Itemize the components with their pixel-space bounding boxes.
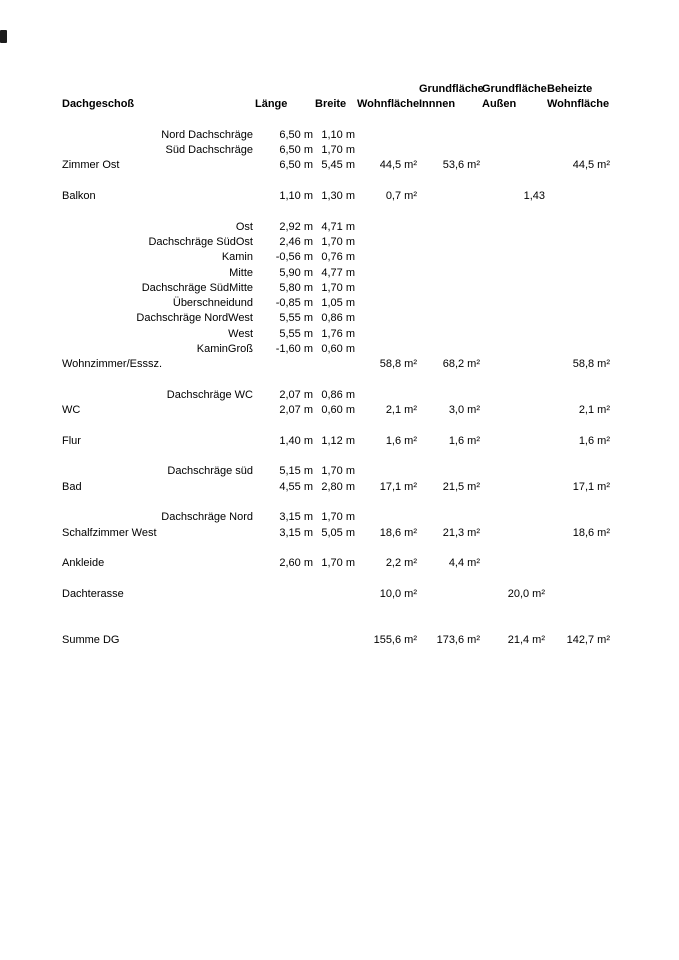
header-laenge-label: Länge xyxy=(255,98,288,111)
table-row xyxy=(62,633,610,648)
cell-beheizt: 2,1 m² xyxy=(578,404,610,417)
cell-wohnflaeche: 58,8 m² xyxy=(379,358,417,371)
cell-breite: 5,45 m xyxy=(321,159,355,172)
table-body xyxy=(62,128,610,648)
row-sublabel: West xyxy=(228,327,253,340)
cell-wohnflaeche: 0,7 m² xyxy=(385,190,417,203)
header-dachgeschoss xyxy=(62,97,253,112)
cell-wohnflaeche: 18,6 m² xyxy=(379,526,417,539)
cell-wohnflaeche: 17,1 m² xyxy=(379,480,417,493)
cell-gf-innen: 53,6 m² xyxy=(442,159,480,172)
cell-breite: 0,86 m xyxy=(321,388,355,401)
cell-gf-innen: 21,5 m² xyxy=(442,480,480,493)
table-row xyxy=(62,311,610,326)
cell-breite: 1,70 m xyxy=(321,511,355,524)
table-row xyxy=(62,587,610,602)
table-row xyxy=(62,434,610,449)
table-row xyxy=(62,357,610,372)
cell-laenge: 5,90 m xyxy=(279,266,313,279)
row-sublabel: Dachschräge SüdMitte xyxy=(141,281,253,294)
table-row xyxy=(62,296,610,311)
table-row xyxy=(62,143,610,158)
spacer-row xyxy=(62,419,610,434)
row-label: Bad xyxy=(62,480,82,493)
cell-wohnflaeche: 155,6 m² xyxy=(373,633,417,646)
cell-beheizt: 58,8 m² xyxy=(572,358,610,371)
spacer-row xyxy=(62,541,610,556)
row-label: Zimmer Ost xyxy=(62,159,120,172)
table-row xyxy=(62,403,610,418)
row-label: Summe DG xyxy=(62,633,120,646)
row-sublabel: Süd Dachschräge xyxy=(165,144,253,157)
cell-breite: 0,86 m xyxy=(321,312,355,325)
cell-wohnflaeche: 2,2 m² xyxy=(385,557,417,570)
header-grundflaeche-innen-line2: Innnen xyxy=(419,98,456,111)
cell-laenge: 5,55 m xyxy=(279,312,313,325)
cell-breite: 1,76 m xyxy=(321,327,355,340)
cell-laenge: 6,50 m xyxy=(279,128,313,141)
cell-wohnflaeche: 44,5 m² xyxy=(379,159,417,172)
cell-laenge: 6,50 m xyxy=(279,159,313,172)
row-label: Dachterasse xyxy=(62,587,124,600)
cell-gf-aussen: 1,43 xyxy=(523,190,545,203)
cell-breite: 1,70 m xyxy=(321,465,355,478)
cell-laenge: 2,07 m xyxy=(279,388,313,401)
table-row xyxy=(62,250,610,265)
spacer-row xyxy=(62,204,610,219)
cell-laenge: -0,85 m xyxy=(275,297,313,310)
spacer-row xyxy=(62,174,610,189)
cell-beheizt: 17,1 m² xyxy=(572,480,610,493)
row-label: Wohnzimmer/Esssz. xyxy=(62,358,163,371)
row-label: Schalfzimmer West xyxy=(62,526,157,539)
cell-gf-innen: 68,2 m² xyxy=(442,358,480,371)
cell-beheizt: 1,6 m² xyxy=(578,434,610,447)
cell-gf-innen: 1,6 m² xyxy=(448,434,480,447)
header-grundflaeche-innen-line1: Grundfläche xyxy=(419,83,484,95)
cell-breite: 1,30 m xyxy=(321,190,355,203)
spacer-row xyxy=(62,495,610,510)
row-label: Balkon xyxy=(62,190,96,203)
cell-breite: 1,70 m xyxy=(321,281,355,294)
cell-beheizt: 142,7 m² xyxy=(566,633,610,646)
cell-laenge: 2,07 m xyxy=(279,404,313,417)
cell-gf-innen: 4,4 m² xyxy=(448,557,480,570)
cell-gf-innen: 21,3 m² xyxy=(442,526,480,539)
row-sublabel: KaminGroß xyxy=(196,343,253,356)
cell-breite: 5,05 m xyxy=(321,526,355,539)
row-sublabel: Dachschräge WC xyxy=(166,388,253,401)
row-sublabel: Dachschräge NordWest xyxy=(136,312,253,325)
cell-breite: 4,77 m xyxy=(321,266,355,279)
cell-laenge: 6,50 m xyxy=(279,144,313,157)
cell-breite: 1,70 m xyxy=(321,144,355,157)
spacer-row xyxy=(62,113,610,128)
table-row xyxy=(62,342,610,357)
cell-gf-innen: 173,6 m² xyxy=(436,633,480,646)
cell-breite: 2,80 m xyxy=(321,480,355,493)
cell-gf-innen: 3,0 m² xyxy=(448,404,480,417)
table-row xyxy=(62,158,610,173)
table-row xyxy=(62,510,610,525)
header-beheizte-wohnflaeche xyxy=(545,82,610,113)
spacer-row xyxy=(62,572,610,587)
cell-laenge: -1,60 m xyxy=(275,343,313,356)
cell-laenge: 5,80 m xyxy=(279,281,313,294)
area-calculation-table xyxy=(62,82,610,648)
cell-beheizt: 44,5 m² xyxy=(572,159,610,172)
header-grundflaeche-aussen-line1: Grundfläche xyxy=(482,83,547,95)
table-row xyxy=(62,220,610,235)
row-label: WC xyxy=(62,404,81,417)
cell-breite: 1,10 m xyxy=(321,128,355,141)
cell-breite: 1,70 m xyxy=(321,557,355,570)
header-laenge xyxy=(253,97,313,112)
cell-laenge: 5,55 m xyxy=(279,327,313,340)
row-label: Ankleide xyxy=(62,557,105,570)
table-row xyxy=(62,556,610,571)
header-grundflaeche-aussen-line2: Außen xyxy=(482,98,517,111)
table-row xyxy=(62,388,610,403)
cell-breite: 4,71 m xyxy=(321,220,355,233)
header-grundflaeche-aussen xyxy=(480,82,545,113)
cell-laenge: 5,15 m xyxy=(279,465,313,478)
cell-laenge: 1,10 m xyxy=(279,190,313,203)
cell-laenge: 2,92 m xyxy=(279,220,313,233)
row-sublabel: Mitte xyxy=(229,266,253,279)
cell-breite: 0,60 m xyxy=(321,343,355,356)
cell-laenge: 3,15 m xyxy=(279,511,313,524)
spacer-row xyxy=(62,373,610,388)
header-beheizte-wohnflaeche-line2: Wohnfläche xyxy=(547,98,610,111)
table-row xyxy=(62,480,610,495)
cell-breite: 1,05 m xyxy=(321,297,355,310)
cell-breite: 1,70 m xyxy=(321,235,355,248)
header-breite-label: Breite xyxy=(315,98,347,111)
cell-wohnflaeche: 1,6 m² xyxy=(385,434,417,447)
row-sublabel: Dachschräge Nord xyxy=(161,511,253,524)
cell-wohnflaeche: 10,0 m² xyxy=(379,587,417,600)
table-row xyxy=(62,526,610,541)
table-row xyxy=(62,266,610,281)
table-row xyxy=(62,189,610,204)
row-sublabel: Kamin xyxy=(221,251,253,264)
table-row xyxy=(62,128,610,143)
row-sublabel: Dachschräge SüdOst xyxy=(148,235,253,248)
table-row xyxy=(62,464,610,479)
cell-laenge: 3,15 m xyxy=(279,526,313,539)
cell-gf-aussen: 21,4 m² xyxy=(507,633,545,646)
cell-laenge: 1,40 m xyxy=(279,434,313,447)
header-dachgeschoss-label: Dachgeschoß xyxy=(62,98,135,111)
spacer-row xyxy=(62,617,610,632)
cell-wohnflaeche: 2,1 m² xyxy=(385,404,417,417)
table-row xyxy=(62,281,610,296)
cell-laenge: -0,56 m xyxy=(275,251,313,264)
header-breite xyxy=(313,97,355,112)
row-sublabel: Überschneidund xyxy=(172,297,253,310)
cell-gf-aussen: 20,0 m² xyxy=(507,587,545,600)
row-sublabel: Nord Dachschräge xyxy=(161,128,253,141)
table-row xyxy=(62,235,610,250)
cell-beheizt: 18,6 m² xyxy=(572,526,610,539)
scan-artifact xyxy=(0,30,7,43)
header-wohnflaeche-label: Wohnfläche xyxy=(357,98,420,111)
header-wohnflaeche xyxy=(355,97,420,112)
cell-laenge: 4,55 m xyxy=(279,480,313,493)
spacer-row xyxy=(62,449,610,464)
cell-laenge: 2,60 m xyxy=(279,557,313,570)
table-row xyxy=(62,327,610,342)
header-grundflaeche-innen xyxy=(417,82,484,113)
cell-breite: 0,76 m xyxy=(321,251,355,264)
cell-laenge: 2,46 m xyxy=(279,235,313,248)
cell-breite: 0,60 m xyxy=(321,404,355,417)
header-beheizte-wohnflaeche-line1: Beheizte xyxy=(547,83,593,95)
row-sublabel: Ost xyxy=(235,220,253,233)
cell-breite: 1,12 m xyxy=(321,434,355,447)
row-label: Flur xyxy=(62,434,81,447)
row-sublabel: Dachschräge süd xyxy=(167,465,253,478)
spacer-row xyxy=(62,602,610,617)
table-header-row xyxy=(62,82,610,113)
